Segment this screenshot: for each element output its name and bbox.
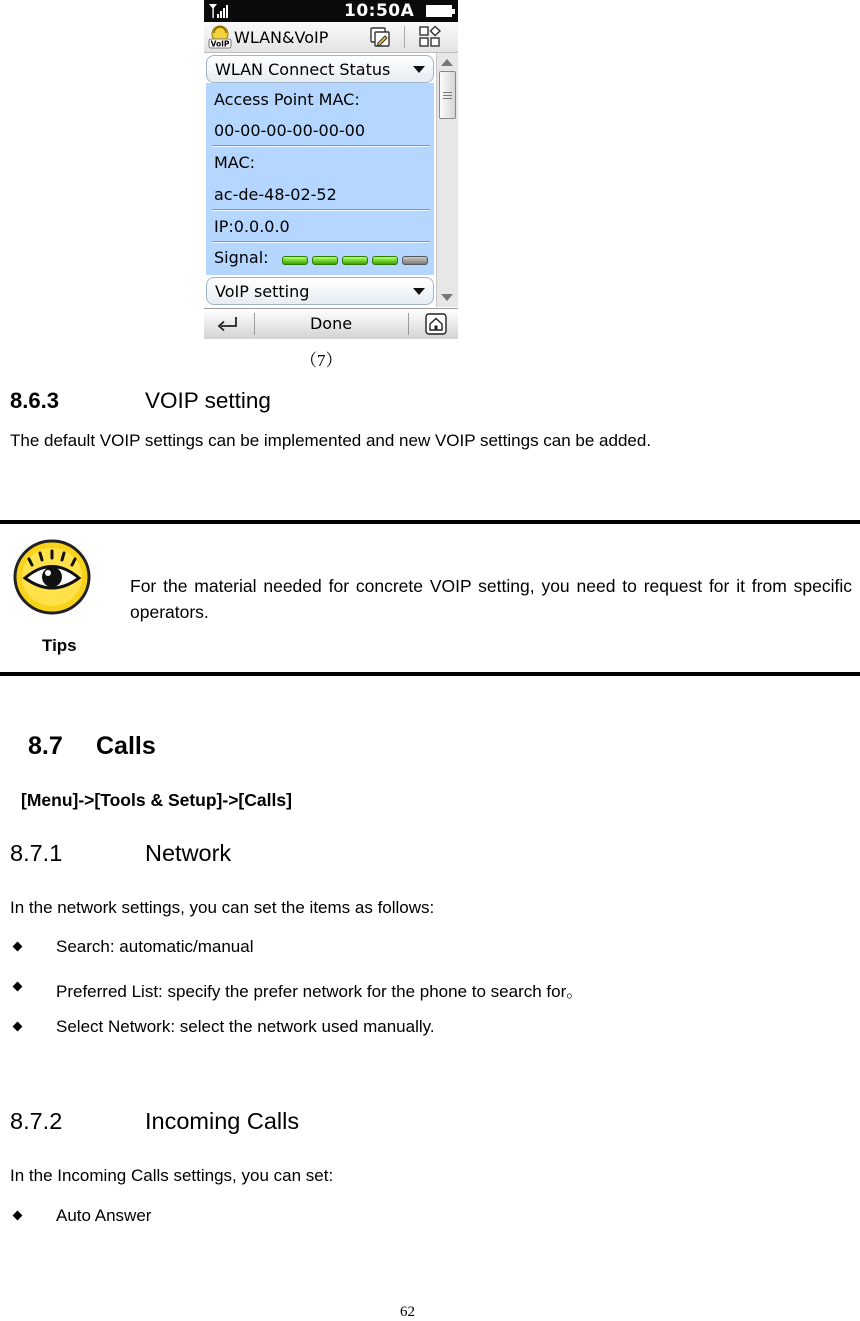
bullet-diamond-icon xyxy=(13,1211,23,1221)
phone-screenshot xyxy=(204,0,458,339)
wlan-status-label: WLAN Connect Status xyxy=(215,60,391,79)
softkey-bar xyxy=(204,308,458,339)
section-title: Network xyxy=(145,840,232,866)
list-item: Auto Answer xyxy=(56,1206,152,1225)
section-title: VOIP setting xyxy=(145,388,271,413)
signal-bar-lit xyxy=(312,256,338,265)
signal-bar-lit xyxy=(372,256,398,265)
signal-strength-icon xyxy=(208,3,230,19)
battery-full-icon xyxy=(426,5,452,17)
edit-note-icon[interactable] xyxy=(368,25,392,49)
bullet-diamond-icon xyxy=(13,1022,23,1032)
softkey-divider xyxy=(254,313,255,335)
scrollbar[interactable] xyxy=(436,53,458,307)
voip-setting-dropdown[interactable] xyxy=(206,277,434,305)
clock-time: 10:50A xyxy=(344,1,415,21)
section-intro: In the network settings, you can set the items as follows: xyxy=(10,898,435,917)
tips-text: For the material needed for concrete VOIP setting, you need to request for it from specific operators. xyxy=(130,576,852,622)
tips-bottom-rule xyxy=(0,672,860,676)
list-item: Preferred List: specify the prefer network for the phone to search for。 xyxy=(56,982,584,1001)
scroll-up-icon[interactable] xyxy=(441,59,453,66)
section-title: Calls xyxy=(96,732,156,760)
bullet-diamond-icon xyxy=(13,942,23,952)
tips-label: Tips xyxy=(42,636,77,655)
title-bar xyxy=(204,22,458,53)
signal-bar-lit xyxy=(342,256,368,265)
settings-list xyxy=(204,53,436,307)
signal-bar-lit xyxy=(282,256,308,265)
signal-label: Signal: xyxy=(214,248,269,267)
voip-setting-label: VoIP setting xyxy=(215,282,310,301)
grid-menu-icon[interactable] xyxy=(418,25,442,49)
back-arrow-icon[interactable] xyxy=(210,312,246,336)
softkey-divider xyxy=(408,313,409,335)
grip-line xyxy=(443,95,452,96)
signal-meter xyxy=(204,53,436,307)
section-number: 8.7.1 xyxy=(10,840,63,866)
chevron-down-icon xyxy=(413,288,425,295)
scroll-thumb[interactable] xyxy=(439,71,456,119)
done-button[interactable]: Done xyxy=(309,314,353,333)
mac-label: MAC: xyxy=(214,153,256,172)
section-intro: In the Incoming Calls settings, you can set: xyxy=(10,1166,334,1185)
page-number: 62 xyxy=(400,1304,415,1320)
svg-text:VoIP: VoIP xyxy=(210,39,230,49)
grip-line xyxy=(443,98,452,99)
ap-mac-label: Access Point MAC: xyxy=(214,90,360,109)
figure-caption: （7） xyxy=(300,351,343,370)
scroll-down-icon[interactable] xyxy=(441,294,453,301)
section-number: 8.7.2 xyxy=(10,1108,63,1134)
section-body: The default VOIP settings can be implemented and new VOIP settings can be added. xyxy=(10,431,652,450)
title-divider xyxy=(404,26,405,48)
tips-top-rule xyxy=(0,520,860,524)
list-item: Search: automatic/manual xyxy=(56,937,254,956)
section-number: 8.7 xyxy=(28,732,63,760)
menu-path: [Menu]->[Tools & Setup]->[Calls] xyxy=(21,790,292,810)
mac-value: ac-de-48-02-52 xyxy=(214,185,337,204)
eye-icon xyxy=(12,538,92,616)
grip-line xyxy=(443,92,452,93)
section-number: 8.6.3 xyxy=(10,388,59,413)
status-bar xyxy=(204,0,458,22)
voip-logo-icon xyxy=(208,25,232,49)
window-title: WLAN&VoIP xyxy=(234,28,329,47)
ap-mac-value: 00-00-00-00-00-00 xyxy=(214,121,366,140)
ip-address: IP:0.0.0.0 xyxy=(214,217,290,236)
list-item: Select Network: select the network used manually. xyxy=(56,1017,435,1036)
bullet-diamond-icon xyxy=(13,982,23,992)
section-title: Incoming Calls xyxy=(145,1108,300,1134)
signal-bar-unlit xyxy=(402,256,428,265)
home-icon[interactable] xyxy=(424,312,448,336)
